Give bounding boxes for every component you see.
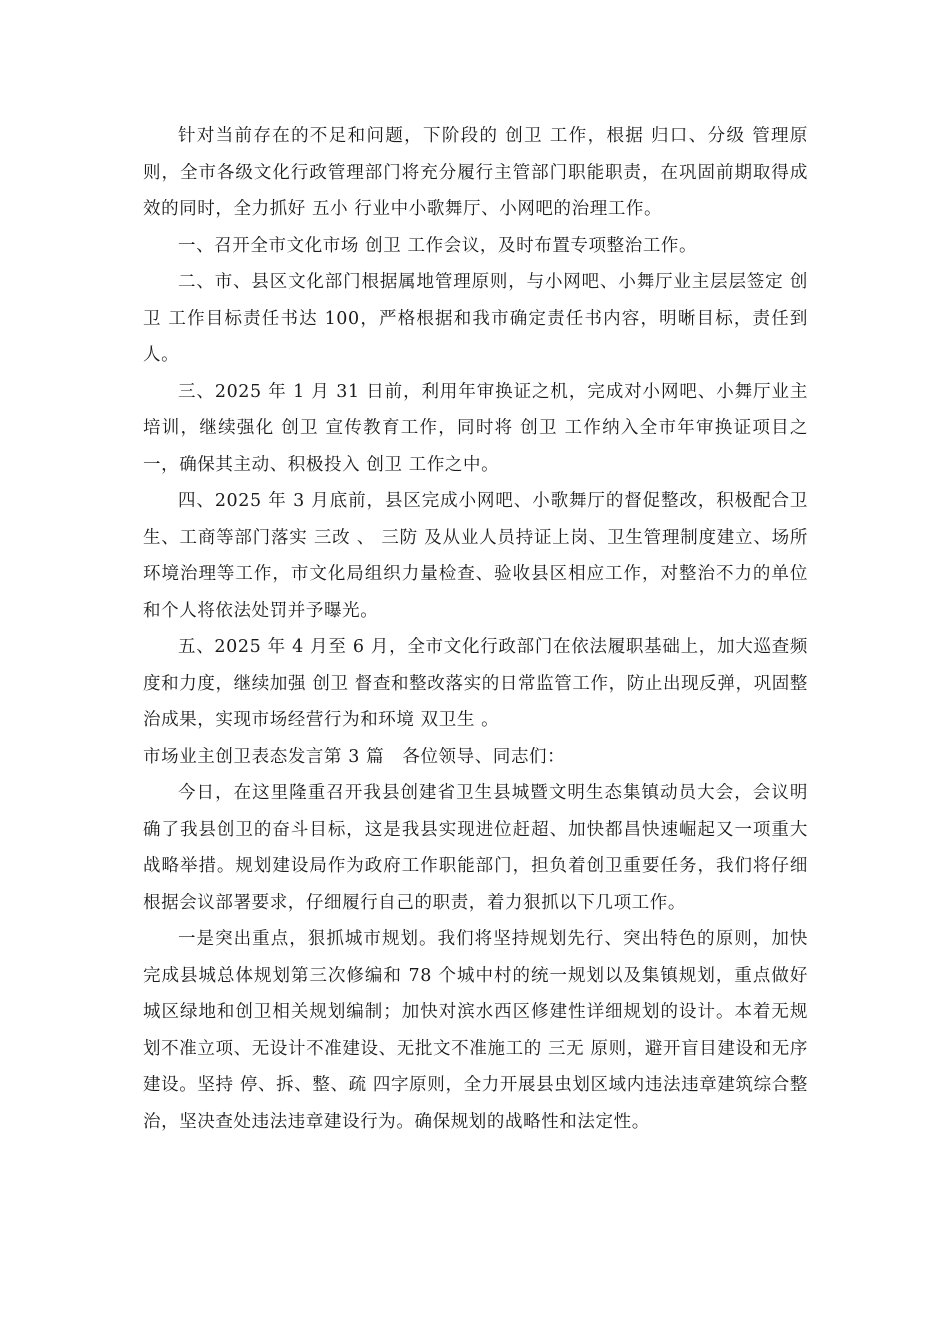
paragraph-intro: 针对当前存在的不足和问题，下阶段的 创卫 工作，根据 归口、分级 管理原则，全市各级文化行政管理部门将充分履行主管部门职能职责，在巩固前期取得成效的同时，全力抓好 五小 行业中小歌舞厅、小网吧的治理工作。 <box>143 126 808 219</box>
paragraph-item-2: 二、市、县区文化部门根据属地管理原则，与小网吧、小舞厅业主层层签定 创卫 工作目标责任书达 100，严格根据和我市确定责任书内容，明晰目标，责任到人。 <box>143 272 808 365</box>
paragraph-speech-point-1: 一是突出重点，狠抓城市规划。我们将坚持规划先行、突出特色的原则，加快完成县城总体规划第三次修编和 78 个城中村的统一规划以及集镇规划，重点做好城区绿地和创卫相关规划编制；加快对滨水西区修建性详细规划的设计。本着无规划不准立项、无设计不准建设、无批文不准施工的 三无 原则，避开盲目建设和无序建设。坚持 停、拆、整、疏 四字原则，全力开展县虫划区域内违法违章建筑综合整治，坚决查处违法违章建设行为。确保规划的战略性和法定性。 <box>143 929 808 1132</box>
paragraph-speech-opening: 今日，在这里隆重召开我县创建省卫生县城暨文明生态集镇动员大会，会议明确了我县创卫的奋斗目标，这是我县实现进位赶超、加快都昌快速崛起又一项重大战略举措。规划建设局作为政府工作职能部门，担负着创卫重要任务，我们将仔细根据会议部署要求，仔细履行自己的职责，着力狠抓以下几项工作。 <box>143 783 808 913</box>
document-body <box>143 118 808 1140</box>
paragraph-item-4: 四、2025 年 3 月底前，县区完成小网吧、小歌舞厅的督促整改，积极配合卫生、工商等部门落实 三改 、 三防 及从业人员持证上岗、卫生管理制度建立、场所环境治理等工作，市文化局组织力量检查、验收县区相应工作，对整治不力的单位和个人将依法处罚并予曝光。 <box>143 491 808 621</box>
paragraph-item-3: 三、2025 年 1 月 31 日前，利用年审换证之机，完成对小网吧、小舞厅业主培训，继续强化 创卫 宣传教育工作，同时将 创卫 工作纳入全市年审换证项目之一，确保其主动、积极投入 创卫 工作之中。 <box>143 381 808 475</box>
section-heading: 市场业主创卫表态发言第 3 篇 各位领导、同志们： <box>143 746 566 767</box>
paragraph-item-1: 一、召开全市文化市场 创卫 工作会议，及时布置专项整治工作。 <box>178 235 698 256</box>
paragraph-item-5: 五、2025 年 4 月至 6 月，全市文化行政部门在依法履职基础上，加大巡查频度和力度，继续加强 创卫 督查和整改落实的日常监管工作，防止出现反弹，巩固整治成果，实现市场经营行为和环境 双卫生 。 <box>143 637 808 730</box>
